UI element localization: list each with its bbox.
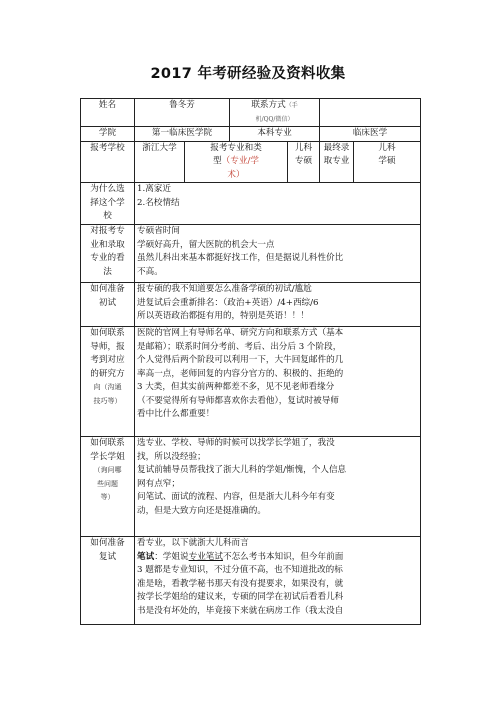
retest-label-2: 复试 [98,551,117,562]
advisor-line-6: （不要觉得所有导师都喜欢你去看他），复试时被导师 [137,395,339,406]
seniors-label-sub-1: （询问哪 [93,466,122,474]
row-seniors [81,437,421,537]
views-label-3: 专业的看 [90,253,125,263]
prelim-content [135,283,421,327]
row-prelim [81,283,421,327]
type-hint-b: 术） [227,169,245,180]
name-value: 鲁冬芳 [135,99,230,127]
views-label-1: 对报考专 [90,226,125,236]
retest-label-1: 如何准备 [90,538,125,548]
advisor-content [135,327,421,437]
prelim-label-2: 初试 [98,297,117,308]
type-value-b: 专硕 [294,156,313,166]
seniors-line-6: 动，但是大致方向还是挺准确的。 [137,505,266,516]
advisor-label-3: 考到对应 [90,355,125,365]
admit-label-a: 最终录 [323,142,350,153]
admit-value-cell [354,141,421,183]
advisor-label-sub-1: 向（沟通 [93,383,122,391]
info-table [80,98,421,625]
advisor-label-2: 导师，报 [90,341,125,352]
school-value: 浙江大学 [135,141,185,183]
major-label: 本科专业 [230,127,320,142]
retest-content [135,537,421,625]
advisor-line-5: 3 大类，但其实前两种都差不多，见不见老师看缘分 [137,382,335,392]
row-why-school [81,183,421,225]
views-label [81,225,135,283]
prelim-label-1: 如何准备 [90,284,125,294]
seniors-label-sub-3: 等） [100,493,115,501]
advisor-line-1: 医院的官网上有导师名单、研究方向和联系方式（基本 [137,328,344,338]
row-retest [81,537,421,625]
row-college [81,127,421,142]
seniors-line-4: 网有点窄； [137,478,180,489]
retest-underlined: 专业笔试 [188,551,223,562]
seniors-line-2: 找，所以没经验； [137,451,206,462]
admit-value-b: 学硕 [378,156,396,166]
contact-value [320,99,421,127]
college-value: 第一临床医学院 [135,127,230,142]
type-hint-a: （专业/学 [221,156,259,166]
admit-label-cell [320,141,354,183]
retest-bold-label: 笔试 [137,551,155,562]
type-label-cell [185,141,288,183]
retest-line-5: 按学长学姐给的建议来，专硕的同学在初试后看看儿科 [137,592,344,602]
row-views [81,225,421,283]
seniors-line-5: 问笔试、面试的流程、内容，但是浙大儿科今年有变 [137,492,335,502]
why-school-label-1: 为什么选 [90,184,125,194]
type-value-a: 儿科 [294,142,313,153]
row-name [81,99,421,127]
advisor-line-2: 是邮箱）；联系时间分考前、考后、出分后 3 个阶段， [137,341,342,352]
views-label-4: 法 [103,266,112,277]
seniors-content [135,437,421,537]
views-line-2: 学硕好高升，留大医院的机会大一点 [137,239,275,250]
why-school-line-1: 1.离家近 [137,184,171,194]
why-school-line-2: 2.名校情结 [137,197,180,208]
views-line-3: 虽然儿科出来基本都挺好找工作，但是据说儿科性价比 [137,253,344,263]
seniors-label-2: 学长学姐 [90,451,125,462]
retest-line-2b: 不怎么考书本知识，但今年前面 [222,551,344,562]
retest-label [81,537,135,625]
name-label: 姓名 [81,99,135,127]
views-content [135,225,421,283]
contact-label: 联系方式 [251,100,286,110]
admit-value-a: 儿科 [378,142,396,153]
seniors-label-1: 如何联系 [90,438,125,448]
seniors-label [81,437,135,537]
advisor-line-3: 个人觉得后两个阶段可以利用一下，大牛回复邮件的几 [137,355,344,365]
prelim-line-2: 进复试后会重新排名：（政治+英语）/4+西综/6 [137,297,319,308]
row-advisor [81,327,421,437]
views-label-2: 业和录取 [90,239,125,250]
seniors-label-sub-2: 些问题 [97,479,118,488]
seniors-line-1: 选专业、学校、导师的时候可以找学长学姐了，我没 [137,438,335,448]
advisor-line-7: 看中比什么都重要！ [137,409,215,419]
advisor-line-4: 率高一点，老师回复的内容分官方的、积极的、拒绝的 [137,368,344,379]
advisor-label-sub-2: 技巧等） [93,396,122,405]
type-label-a: 报考专业和类 [210,142,262,153]
views-line-1: 专硕省时间 [137,226,180,236]
why-school-label [81,183,135,225]
type-label-b: 型 [213,156,222,166]
prelim-line-1: 报专硕的我不知道要怎么准备学硕的初试/尴尬 [137,284,312,294]
retest-line-1: 看专业，以下就浙大儿科而言 [137,538,249,548]
advisor-label-4: 的研究方 [90,368,125,379]
major-value: 临床医学 [320,127,421,142]
school-label: 报考学校 [81,141,135,183]
admit-label-b: 取专业 [323,156,350,166]
why-school-content [135,183,421,225]
why-school-label-3: 校 [103,211,112,221]
advisor-label [81,327,135,437]
prelim-label [81,283,135,327]
retest-line-6: 书是没有坏处的，毕竟接下来就在病房工作（我太没自 [137,605,344,616]
why-school-label-2: 择这个学 [90,197,125,208]
retest-line-2a: ：学姐说 [154,551,189,562]
retest-line-4: 准是啥，看教学秘书那天有没有提要求，如果没有，就 [137,578,344,589]
college-label: 学院 [81,127,135,142]
contact-hint-b: 机/QQ/微信） [255,115,294,123]
contact-label-cell [230,99,320,127]
prelim-line-3: 所以英语政治都挺有用的，特别是英语！！！ [137,311,309,321]
row-school [81,141,421,183]
contact-hint-a: （手 [285,102,298,109]
type-value-cell [288,141,320,183]
retest-line-3: 3 题都是专业知识，不过分值不高，也不知道批改的标 [137,565,343,575]
views-line-4: 不高。 [137,266,163,277]
advisor-label-1: 如何联系 [90,328,125,338]
page-title: 2017 年考研经验及资料收集 [150,66,346,82]
seniors-line-3: 复试前辅导员帮我找了浙大儿科的学姐/惭愧，个人信息 [137,465,347,475]
